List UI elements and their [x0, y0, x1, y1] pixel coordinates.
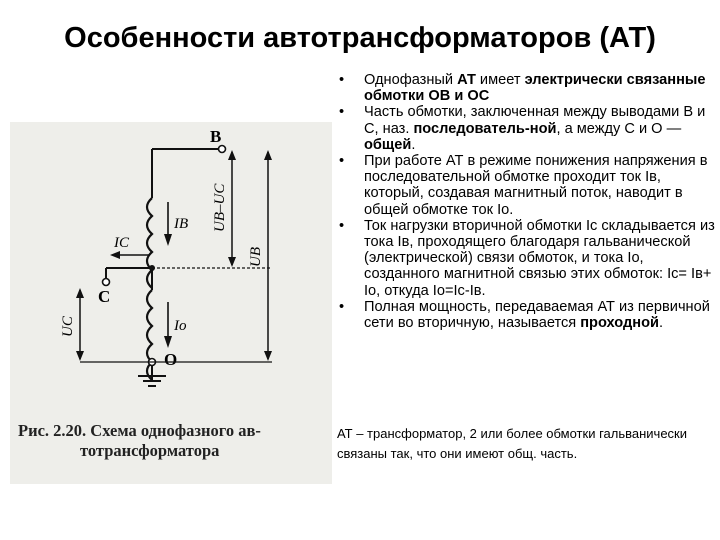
figure-caption — [18, 421, 328, 461]
ib-arrow-head — [164, 234, 172, 246]
ub-uc-arrow-bottom — [228, 257, 236, 267]
bullet-1-bold-2: электрически связанные обмотки ОВ и ОС — [364, 72, 706, 105]
uc-arrow-bottom — [76, 351, 84, 361]
bullet-5-bold-1: проходной — [580, 315, 659, 332]
bullet-4-text: Ток нагрузки вторичной обмотки Iс складывается из тока Iв, проходящего благодаря гальванической (электрической) связи обмоток, и тока Iо, созданного магнитной связью этих обмоток: Iс= Iв+ Iо, откуда Iо=Iс-Iв. — [364, 217, 715, 299]
bullet-2-text-1: Часть обмотки, заключенная между выводами В и С, наз. — [364, 104, 706, 137]
uc-arrow-top — [76, 288, 84, 298]
bullet-5-text-2: . — [658, 315, 664, 332]
bullet-list — [337, 72, 715, 331]
io-arrow-head — [164, 336, 172, 348]
label-ic: IС — [114, 235, 129, 251]
caption-line-2: тотрансформатора — [80, 441, 220, 460]
bullet-2-text-2: , а между С и О — — [556, 120, 682, 137]
bullet-item — [337, 72, 715, 104]
label-ub: UВ — [248, 247, 264, 267]
bullet-item — [337, 153, 715, 218]
label-b: В — [210, 127, 222, 146]
slide-title: Особенности автотрансформаторов (АТ) — [64, 22, 656, 54]
ub-uc-arrow-top — [228, 150, 236, 160]
bullet-1-text-1: Однофазный — [364, 72, 458, 88]
bullet-3-text: При работе АТ в режиме понижения напряжения в последовательной обмотке проходит ток Iв, который, создавая магнитный поток, наводит в общей обмотке ток Iо. — [364, 153, 708, 218]
caption-line-1: Рис. 2.20. Схема однофазного ав- — [18, 421, 261, 440]
label-c: С — [98, 287, 111, 306]
label-uc: UС — [60, 316, 76, 337]
label-io: Iо — [174, 318, 187, 334]
label-ib: IВ — [174, 216, 189, 232]
ub-arrow-top — [264, 150, 272, 160]
terminal-c-dot — [103, 279, 110, 286]
bullet-1-bold-1: АТ — [457, 72, 476, 88]
bullet-2-bold-2: общей — [364, 136, 412, 153]
bullet-item — [337, 299, 715, 331]
bullet-5-text-1: Полная мощность, передаваемая АТ из первичной сети во вторичную, называется — [364, 298, 710, 332]
bullet-item — [337, 218, 715, 299]
bullet-2-bold-1: последователь-ной — [413, 120, 557, 137]
ub-arrow-bottom — [264, 351, 272, 361]
bullet-2-text-3: . — [411, 136, 416, 153]
ic-arrow-head — [110, 251, 120, 259]
bullet-item — [337, 104, 715, 153]
bullet-1-text-2: имеет — [475, 72, 525, 88]
label-o: О — [164, 350, 178, 369]
label-ub-uc: UВ–UС — [212, 183, 228, 232]
terminal-b-dot — [219, 146, 226, 153]
definition-footnote: АТ – трансформатор, 2 или более обмотки гальванически связаны так, что они имеют общ. часть. — [337, 426, 687, 461]
